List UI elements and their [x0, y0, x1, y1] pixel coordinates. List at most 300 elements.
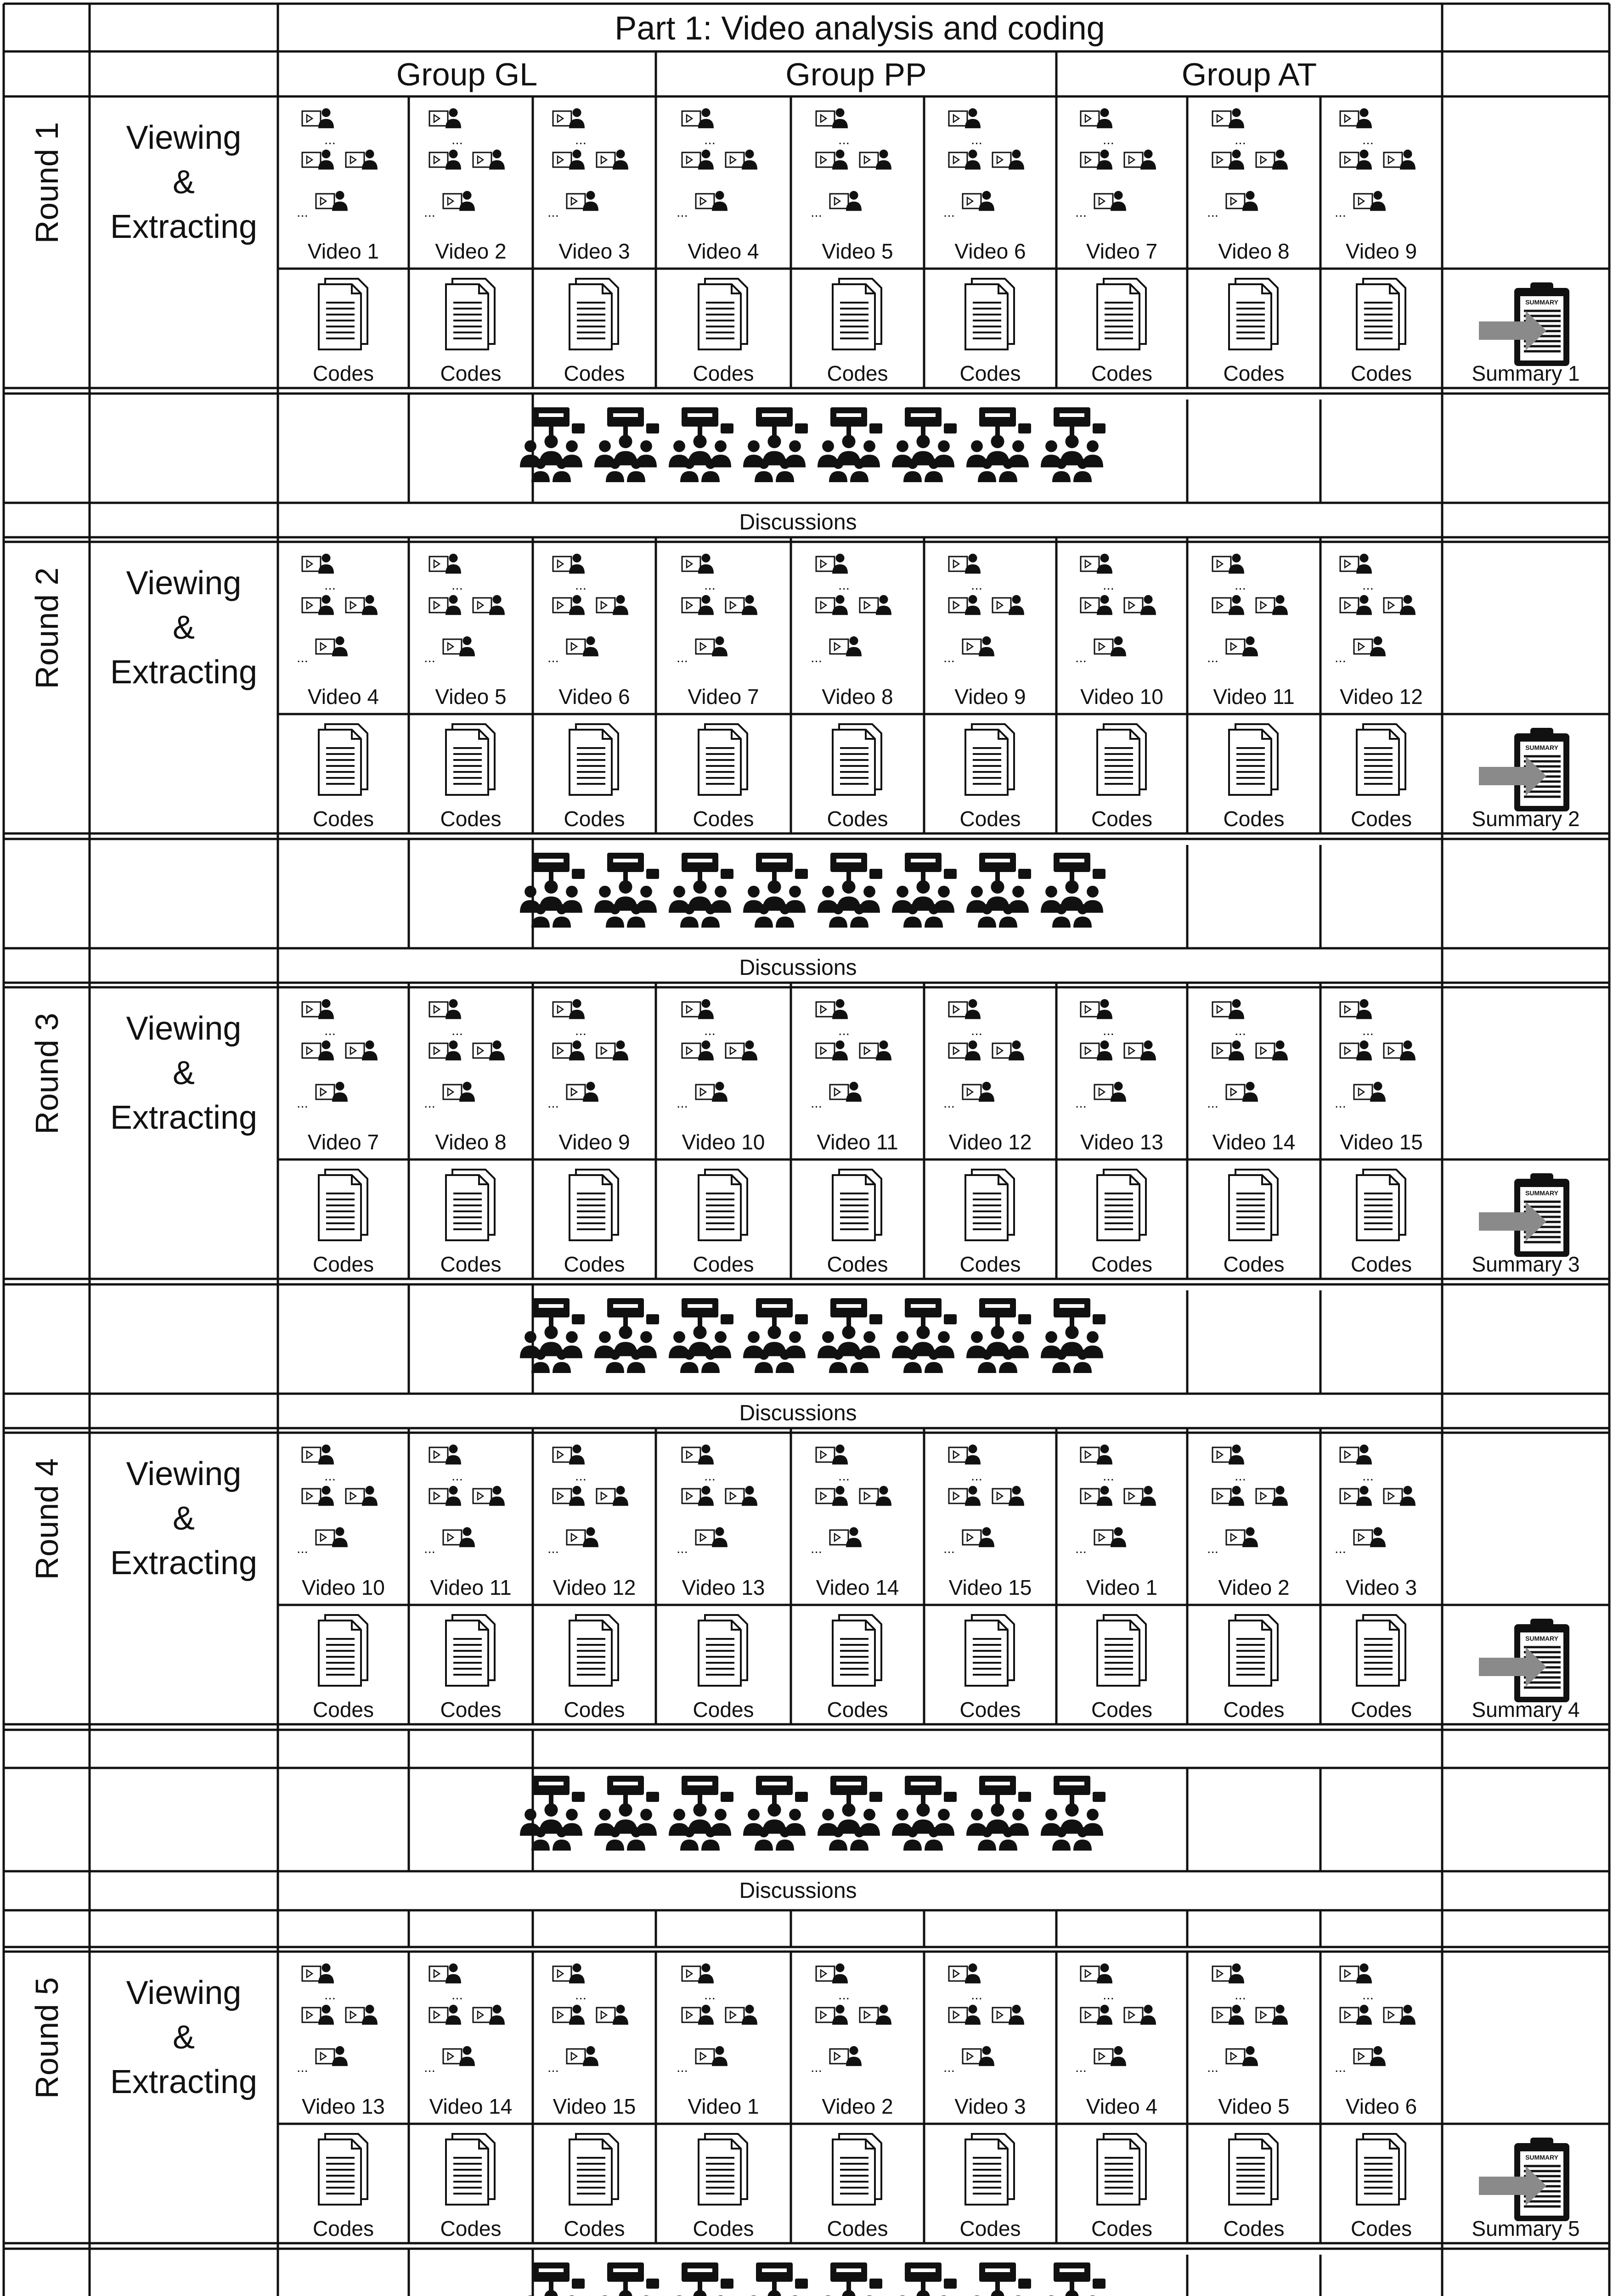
video-label: Video 8 [435, 1130, 507, 1154]
codes-label: Codes [1091, 2217, 1152, 2240]
video-viewer-icon [1067, 547, 1177, 685]
svg-text:...: ... [424, 205, 436, 220]
codes-label: Codes [564, 807, 625, 831]
video-label: Video 13 [1080, 1130, 1163, 1154]
document-icon [434, 720, 508, 799]
video-viewer-icon [1067, 1957, 1177, 2095]
codes-label: Codes [564, 361, 625, 385]
video-label: Video 14 [429, 2094, 513, 2118]
document-icon [953, 720, 1027, 799]
svg-text:...: ... [575, 132, 587, 147]
codes-label: Codes [1351, 1698, 1412, 1722]
svg-text:...: ... [1102, 132, 1114, 147]
video-label: Video 12 [1340, 685, 1423, 709]
group-discussion-icon [963, 1773, 1032, 1851]
svg-text:...: ... [1207, 1541, 1219, 1556]
group-discussion-icon [666, 2260, 734, 2296]
codes-label: Codes [827, 2217, 888, 2240]
codes-label: Codes [1091, 807, 1152, 831]
svg-text:...: ... [943, 1541, 955, 1556]
document-icon [687, 1611, 760, 1689]
document-icon [558, 2130, 631, 2208]
svg-text:...: ... [1102, 1023, 1114, 1038]
video-label: Video 1 [688, 2094, 759, 2118]
svg-text:...: ... [324, 578, 336, 593]
svg-text:...: ... [424, 650, 436, 665]
video-viewer-icon [935, 102, 1045, 240]
video-label: Video 7 [1086, 239, 1158, 263]
group-discussion-icon [963, 2260, 1032, 2296]
svg-text:...: ... [1075, 205, 1087, 220]
svg-text:...: ... [424, 2060, 436, 2075]
video-label: Video 14 [1212, 1130, 1296, 1154]
video-label: Video 2 [1218, 1576, 1290, 1599]
document-icon [821, 1611, 894, 1689]
codes-label: Codes [1091, 361, 1152, 385]
discussions-label: Discussions [739, 956, 857, 980]
document-icon [821, 720, 894, 799]
svg-text:...: ... [1235, 578, 1246, 593]
codes-label: Codes [827, 807, 888, 831]
codes-label: Codes [313, 361, 374, 385]
svg-text:...: ... [1207, 650, 1219, 665]
svg-text:...: ... [324, 132, 336, 147]
summary-label: Summary 1 [1472, 361, 1580, 385]
part1-title: Part 1: Video analysis and coding [615, 10, 1105, 47]
svg-text:...: ... [704, 1023, 716, 1038]
codes-label: Codes [827, 1698, 888, 1722]
svg-text:...: ... [1334, 650, 1346, 665]
document-icon [434, 1611, 508, 1689]
codes-label: Codes [827, 361, 888, 385]
document-icon [687, 2130, 760, 2208]
codes-label: Codes [693, 1698, 754, 1722]
video-viewer-icon [1067, 1438, 1177, 1576]
document-icon [821, 2130, 894, 2208]
viewing-extracting-label: Viewing & Extracting [110, 1010, 258, 1137]
svg-text:...: ... [943, 1096, 955, 1111]
document-icon [687, 275, 760, 353]
video-viewer-icon [539, 993, 649, 1131]
video-viewer-icon [1199, 993, 1309, 1131]
codes-label: Codes [440, 2217, 502, 2240]
codes-label: Codes [1223, 1698, 1285, 1722]
svg-text:...: ... [547, 1096, 559, 1111]
document-icon [1085, 1166, 1159, 1244]
svg-text:...: ... [811, 650, 823, 665]
svg-text:SUMMARY: SUMMARY [1525, 2154, 1558, 2161]
video-label: Video 1 [1086, 1576, 1158, 1599]
summary-clipboard-icon [1471, 1169, 1581, 1261]
svg-text:...: ... [296, 1096, 308, 1111]
codes-label: Codes [693, 807, 754, 831]
group-discussion-icon [740, 2260, 809, 2296]
codes-label: Codes [959, 2217, 1021, 2240]
group-discussion-icon [740, 850, 809, 929]
video-viewer-icon [802, 1957, 913, 2095]
svg-text:...: ... [971, 578, 983, 593]
document-icon [434, 1166, 508, 1244]
svg-text:...: ... [296, 650, 308, 665]
document-icon [1217, 1611, 1291, 1689]
video-viewer-icon [1326, 547, 1437, 685]
svg-text:...: ... [1235, 1469, 1246, 1484]
group-discussion-icon [889, 405, 958, 483]
group-discussion-icon [814, 2260, 883, 2296]
viewing-extracting-label: Viewing & Extracting [110, 564, 258, 691]
document-icon [307, 720, 380, 799]
document-icon [1085, 1611, 1159, 1689]
group-discussion-icon [591, 1773, 660, 1851]
svg-text:...: ... [1362, 132, 1374, 147]
video-viewer-icon [802, 1438, 913, 1576]
group-discussion-icon [814, 405, 883, 483]
video-viewer-icon [288, 993, 399, 1131]
codes-label: Codes [959, 807, 1021, 831]
video-viewer-icon [668, 993, 778, 1131]
video-label: Video 6 [1345, 2094, 1417, 2118]
svg-text:...: ... [1102, 1469, 1114, 1484]
document-icon [1085, 720, 1159, 799]
svg-text:...: ... [971, 132, 983, 147]
svg-text:...: ... [677, 1541, 688, 1556]
svg-text:...: ... [451, 1987, 463, 2003]
group-discussion-icon [963, 405, 1032, 483]
codes-label: Codes [564, 1698, 625, 1722]
svg-text:...: ... [1334, 1096, 1346, 1111]
svg-text:...: ... [1075, 2060, 1087, 2075]
summary-label: Summary 3 [1472, 1252, 1580, 1276]
codes-label: Codes [959, 1252, 1021, 1276]
round-label: Round 1 [28, 122, 65, 243]
codes-label: Codes [564, 1252, 625, 1276]
video-label: Video 4 [1086, 2094, 1158, 2118]
document-icon [434, 2130, 508, 2208]
round-label: Round 2 [28, 567, 65, 689]
group-discussion-icon [517, 2260, 586, 2296]
group-discussion-icon [1038, 850, 1106, 929]
video-viewer-icon [288, 547, 399, 685]
svg-text:...: ... [1075, 650, 1087, 665]
codes-label: Codes [440, 807, 502, 831]
svg-text:...: ... [324, 1023, 336, 1038]
video-label: Video 1 [307, 239, 379, 263]
group-discussion-icon [889, 1296, 958, 1374]
video-viewer-icon [935, 1438, 1045, 1576]
document-icon [1217, 275, 1291, 353]
video-label: Video 14 [816, 1576, 899, 1599]
svg-text:...: ... [1334, 205, 1346, 220]
video-viewer-icon [288, 1438, 399, 1576]
video-viewer-icon [1199, 102, 1309, 240]
video-viewer-icon [935, 993, 1045, 1131]
codes-label: Codes [1351, 2217, 1412, 2240]
video-viewer-icon [539, 547, 649, 685]
svg-text:...: ... [547, 2060, 559, 2075]
svg-text:...: ... [811, 1541, 823, 1556]
group-discussion-icon [1038, 1296, 1106, 1374]
codes-label: Codes [693, 361, 754, 385]
video-label: Video 6 [558, 685, 630, 709]
svg-text:...: ... [1102, 1987, 1114, 2003]
summary-clipboard-icon [1471, 1614, 1581, 1706]
video-viewer-icon [802, 102, 913, 240]
viewing-extracting-label: Viewing & Extracting [110, 1974, 258, 2101]
group-discussion-icon [666, 850, 734, 929]
document-icon [953, 2130, 1027, 2208]
video-label: Video 3 [954, 2094, 1026, 2118]
svg-text:...: ... [677, 1096, 688, 1111]
video-label: Video 3 [558, 239, 630, 263]
video-viewer-icon [539, 1957, 649, 2095]
video-viewer-icon [935, 1957, 1045, 2095]
codes-label: Codes [564, 2217, 625, 2240]
video-label: Video 10 [302, 1576, 385, 1599]
video-viewer-icon [416, 1438, 526, 1576]
svg-text:...: ... [1075, 1096, 1087, 1111]
group-discussion-icon [666, 405, 734, 483]
video-label: Video 2 [435, 239, 507, 263]
svg-text:...: ... [1207, 1096, 1219, 1111]
document-icon [307, 2130, 380, 2208]
group-discussion-icon [963, 850, 1032, 929]
svg-text:SUMMARY: SUMMARY [1525, 298, 1558, 306]
video-label: Video 15 [948, 1576, 1032, 1599]
video-label: Video 13 [682, 1576, 765, 1599]
document-icon [558, 1611, 631, 1689]
video-viewer-icon [539, 102, 649, 240]
group-discussion-icon [814, 1773, 883, 1851]
group-pp-header: Group PP [785, 56, 927, 92]
group-discussion-icon [814, 850, 883, 929]
svg-text:...: ... [451, 578, 463, 593]
document-icon [1345, 1166, 1418, 1244]
group-discussion-icon [889, 850, 958, 929]
svg-text:...: ... [575, 1987, 587, 2003]
summary-clipboard-icon [1471, 2133, 1581, 2225]
svg-text:...: ... [575, 1023, 587, 1038]
discussions-label: Discussions [739, 1879, 857, 1903]
document-icon [1217, 1166, 1291, 1244]
svg-text:...: ... [1235, 1987, 1246, 2003]
group-discussion-icon [517, 1773, 586, 1851]
svg-text:...: ... [943, 650, 955, 665]
summary-clipboard-icon [1471, 723, 1581, 815]
document-icon [558, 275, 631, 353]
video-viewer-icon [1326, 1438, 1437, 1576]
svg-text:...: ... [704, 1987, 716, 2003]
group-discussion-icon [740, 1773, 809, 1851]
codes-label: Codes [1223, 807, 1285, 831]
svg-text:...: ... [677, 205, 688, 220]
video-viewer-icon [668, 1957, 778, 2095]
group-discussion-icon [740, 405, 809, 483]
svg-text:...: ... [451, 1023, 463, 1038]
codes-label: Codes [693, 2217, 754, 2240]
video-label: Video 15 [553, 2094, 636, 2118]
svg-text:...: ... [838, 1023, 850, 1038]
group-discussion-icon [814, 1296, 883, 1374]
summary-label: Summary 5 [1472, 2217, 1580, 2240]
svg-text:...: ... [943, 205, 955, 220]
group-discussion-icon [517, 850, 586, 929]
video-label: Video 11 [817, 1130, 898, 1154]
svg-text:...: ... [838, 1987, 850, 2003]
group-discussion-icon [889, 2260, 958, 2296]
video-label: Video 10 [1080, 685, 1163, 709]
round-label: Round 4 [28, 1458, 65, 1580]
svg-text:...: ... [575, 1469, 587, 1484]
document-icon [1345, 2130, 1418, 2208]
svg-text:...: ... [811, 2060, 823, 2075]
video-label: Video 12 [948, 1130, 1032, 1154]
video-viewer-icon [288, 1957, 399, 2095]
video-viewer-icon [539, 1438, 649, 1576]
video-label: Video 7 [307, 1130, 379, 1154]
document-icon [1085, 275, 1159, 353]
codes-label: Codes [1351, 807, 1412, 831]
codes-label: Codes [440, 361, 502, 385]
viewing-extracting-label: Viewing & Extracting [110, 119, 258, 246]
viewing-extracting-label: Viewing & Extracting [110, 1455, 258, 1582]
svg-text:...: ... [1334, 1541, 1346, 1556]
group-discussion-icon [517, 405, 586, 483]
document-icon [821, 1166, 894, 1244]
svg-text:SUMMARY: SUMMARY [1525, 1635, 1558, 1642]
svg-text:...: ... [838, 1469, 850, 1484]
group-gl-header: Group GL [396, 56, 538, 92]
svg-text:...: ... [296, 205, 308, 220]
svg-text:...: ... [704, 578, 716, 593]
group-discussion-icon [740, 1296, 809, 1374]
video-viewer-icon [416, 547, 526, 685]
group-discussion-icon [1038, 2260, 1106, 2296]
codes-label: Codes [313, 807, 374, 831]
video-viewer-icon [1199, 1438, 1309, 1576]
video-label: Video 9 [1345, 239, 1417, 263]
svg-text:...: ... [324, 1469, 336, 1484]
svg-text:...: ... [811, 1096, 823, 1111]
video-label: Video 12 [553, 1576, 636, 1599]
video-label: Video 11 [1213, 685, 1295, 709]
svg-text:...: ... [1362, 1987, 1374, 2003]
svg-text:...: ... [324, 1987, 336, 2003]
svg-text:...: ... [547, 205, 559, 220]
codes-label: Codes [1223, 1252, 1285, 1276]
video-label: Video 5 [1218, 2094, 1290, 2118]
video-viewer-icon [668, 1438, 778, 1576]
svg-text:...: ... [1362, 1469, 1374, 1484]
svg-text:...: ... [1207, 2060, 1219, 2075]
svg-text:...: ... [838, 578, 850, 593]
group-discussion-icon [666, 1296, 734, 1374]
document-icon [821, 275, 894, 353]
codes-label: Codes [1223, 2217, 1285, 2240]
video-label: Video 15 [1340, 1130, 1423, 1154]
video-viewer-icon [1199, 1957, 1309, 2095]
document-icon [307, 1166, 380, 1244]
document-icon [1345, 275, 1418, 353]
codes-label: Codes [440, 1698, 502, 1722]
video-viewer-icon [288, 102, 399, 240]
summary-label: Summary 4 [1472, 1698, 1580, 1722]
svg-text:...: ... [971, 1987, 983, 2003]
svg-text:...: ... [838, 132, 850, 147]
video-viewer-icon [1067, 993, 1177, 1131]
video-viewer-icon [668, 102, 778, 240]
codes-label: Codes [1351, 361, 1412, 385]
video-label: Video 6 [954, 239, 1026, 263]
video-label: Video 8 [822, 685, 893, 709]
group-discussion-icon [1038, 405, 1106, 483]
video-label: Video 5 [435, 685, 507, 709]
video-label: Video 5 [822, 239, 893, 263]
svg-text:...: ... [575, 578, 587, 593]
video-label: Video 3 [1345, 1576, 1417, 1599]
svg-text:...: ... [1102, 578, 1114, 593]
round-label: Round 3 [28, 1013, 65, 1134]
document-icon [1345, 1611, 1418, 1689]
group-discussion-icon [591, 405, 660, 483]
group-discussion-icon [963, 1296, 1032, 1374]
group-discussion-icon [1038, 1773, 1106, 1851]
svg-text:...: ... [547, 1541, 559, 1556]
group-discussion-icon [666, 1773, 734, 1851]
svg-text:...: ... [1235, 132, 1246, 147]
svg-text:...: ... [704, 132, 716, 147]
codes-label: Codes [1091, 1252, 1152, 1276]
video-viewer-icon [1326, 102, 1437, 240]
group-discussion-icon [591, 850, 660, 929]
codes-label: Codes [440, 1252, 502, 1276]
document-icon [434, 275, 508, 353]
document-icon [1217, 2130, 1291, 2208]
group-discussion-icon [889, 1773, 958, 1851]
video-label: Video 4 [307, 685, 379, 709]
summary-clipboard-icon [1471, 278, 1581, 370]
svg-text:SUMMARY: SUMMARY [1525, 1189, 1558, 1197]
document-icon [307, 275, 380, 353]
discussions-label: Discussions [739, 1401, 857, 1425]
group-discussion-icon [591, 2260, 660, 2296]
discussions-label: Discussions [739, 510, 857, 535]
svg-text:...: ... [1235, 1023, 1246, 1038]
video-viewer-icon [1326, 1957, 1437, 2095]
svg-text:...: ... [811, 205, 823, 220]
codes-label: Codes [313, 2217, 374, 2240]
svg-text:...: ... [677, 650, 688, 665]
video-viewer-icon [416, 993, 526, 1131]
svg-text:...: ... [677, 2060, 688, 2075]
group-discussion-icon [517, 1296, 586, 1374]
document-icon [953, 1611, 1027, 1689]
codes-label: Codes [959, 1698, 1021, 1722]
svg-text:...: ... [1362, 578, 1374, 593]
codes-label: Codes [1351, 1252, 1412, 1276]
video-viewer-icon [1199, 547, 1309, 685]
document-icon [1085, 2130, 1159, 2208]
video-label: Video 9 [558, 1130, 630, 1154]
codes-label: Codes [1091, 1698, 1152, 1722]
svg-text:...: ... [547, 650, 559, 665]
document-icon [307, 1611, 380, 1689]
video-label: Video 7 [688, 685, 759, 709]
video-label: Video 9 [954, 685, 1026, 709]
codes-label: Codes [693, 1252, 754, 1276]
document-icon [558, 1166, 631, 1244]
video-label: Video 11 [430, 1576, 512, 1599]
svg-text:...: ... [971, 1023, 983, 1038]
